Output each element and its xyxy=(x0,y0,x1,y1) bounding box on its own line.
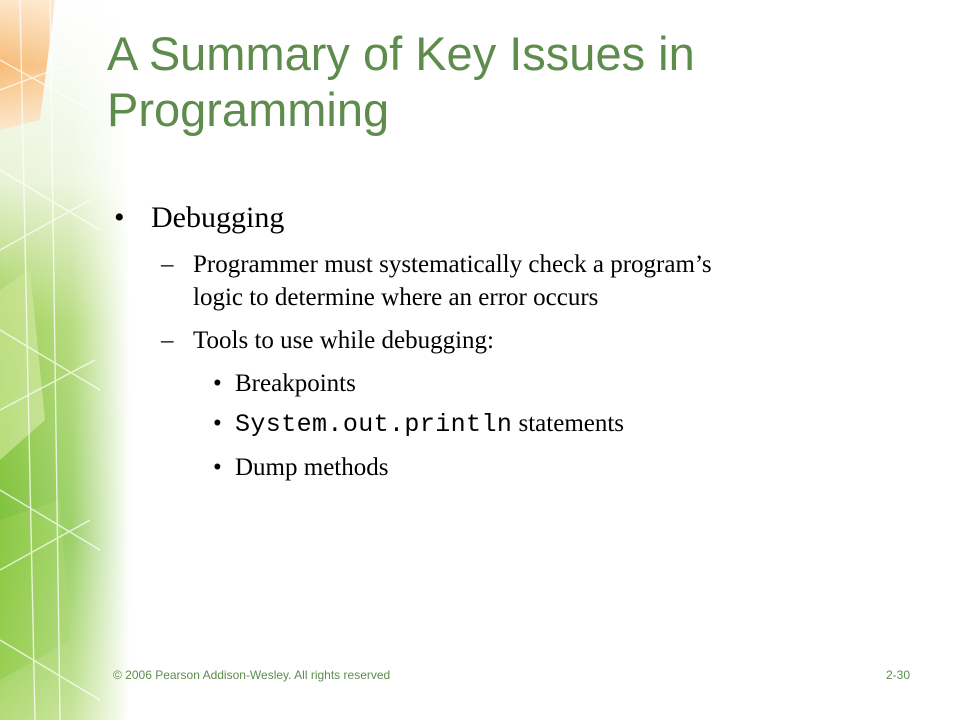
dash-marker: – xyxy=(161,251,174,278)
footer-page-number: 2-30 xyxy=(885,668,910,682)
subitem-text-line-1: Programmer must systematically check a program’s xyxy=(193,251,712,278)
tool-item-text: statements xyxy=(518,410,625,437)
slide-title-line-2: Programming xyxy=(107,83,390,136)
bullet-debugging xyxy=(114,200,284,236)
subitem-text-line-2: logic to determine where an error occurs xyxy=(193,284,599,311)
subitem-text: Tools to use while debugging: xyxy=(193,327,495,354)
tool-item-breakpoints xyxy=(213,368,356,399)
tool-item-code: System.out.println xyxy=(235,410,513,439)
subitem-tools xyxy=(161,325,494,356)
tool-item-text: Breakpoints xyxy=(235,370,356,397)
slide-title-line-1: A Summary of Key Issues in xyxy=(107,27,695,80)
bullet-marker: • xyxy=(213,370,222,397)
subitem-programmer-check-continued xyxy=(193,282,598,313)
tool-item-println xyxy=(213,408,624,440)
tool-item-dump-methods xyxy=(213,452,388,483)
bullet-marker: • xyxy=(213,454,222,481)
bullet-text: Debugging xyxy=(151,201,285,234)
tool-item-text: Dump methods xyxy=(235,454,389,481)
dash-marker: – xyxy=(161,327,174,354)
bullet-marker: • xyxy=(213,410,222,437)
bullet-marker: • xyxy=(114,201,125,234)
footer-copyright: © 2006 Pearson Addison-Wesley. All rights reserved xyxy=(113,668,391,682)
subitem-programmer-check xyxy=(161,249,712,280)
